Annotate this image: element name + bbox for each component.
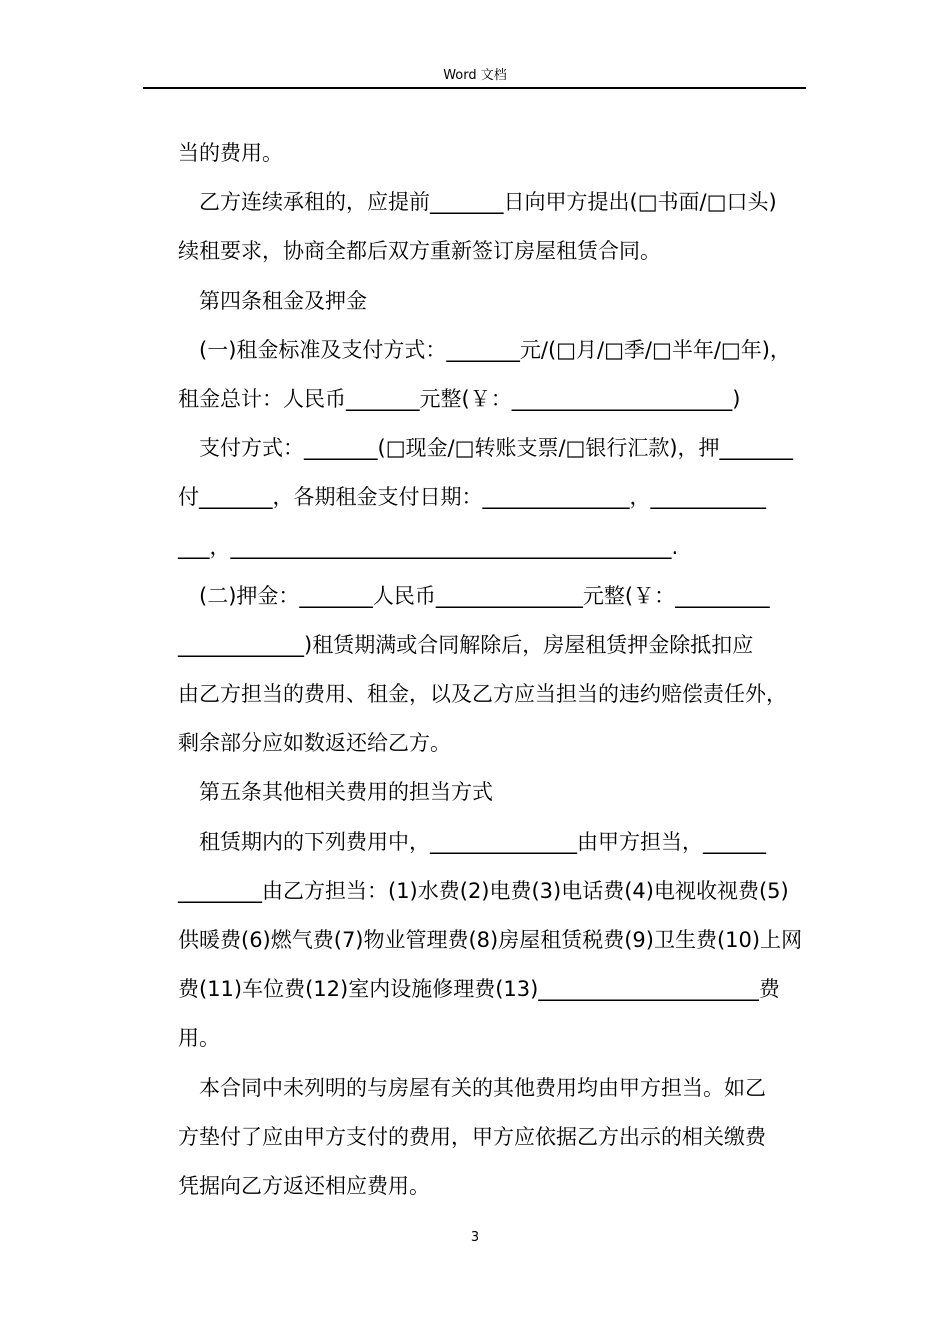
document-body [178,129,818,1211]
text-line: ____________)租赁期满或合同解除后，房屋租赁押金除抵扣应 [178,632,754,657]
text-line: (二)押金：_______人民币______________元整(￥：_________ [199,583,770,608]
text-line: 费(11)车位费(12)室内设施修理费(13)_____________________费 [178,977,780,1002]
text-line: 方垫付了应由甲方支付的费用，甲方应依据乙方出示的相关缴费 [178,1124,766,1149]
section-heading: 第四条租金及押金 [199,288,367,313]
text-line: 当的费用。 [178,141,283,165]
section-heading: 第五条其他相关费用的担当方式 [199,780,493,805]
text-line: 付_______，各期租金支付日期：______________，___________ [178,485,766,510]
header-divider [143,87,806,89]
page-header-title: Word 文档 [443,68,507,83]
text-line: 用。 [178,1026,220,1051]
text-line: ___，__________________________________________. [178,534,679,559]
text-line: 续租要求，协商全都后双方重新签订房屋租赁合同。 [178,239,661,264]
text-line: 支付方式：_______(□现金/□转账支票/□银行汇款)，押_______ [199,436,794,461]
text-line: 由乙方担当的费用、租金，以及乙方应当担当的违约赔偿责任外， [178,682,787,707]
text-line: 租赁期内的下列费用中，______________由甲方担当，______ [199,829,766,854]
text-line: 乙方连续承租的，应提前_______日向甲方提出(□书面/□口头) [199,190,777,215]
text-line: 剩余部分应如数返还给乙方。 [178,731,451,756]
page-number: 3 [470,1230,480,1245]
text-line: 租金总计：人民币_______元整(￥：_____________________) [178,386,741,411]
text-line: 凭据向乙方返还相应费用。 [178,1173,430,1198]
text-line: 本合同中未列明的与房屋有关的其他费用均由甲方担当。如乙 [199,1075,766,1100]
text-line: ________由乙方担当：(1)水费(2)电费(3)电话费(4)电视收视费(5) [178,878,789,903]
text-line: (一)租金标准及支付方式：_______元/(□月/□季/□半年/□年)， [199,337,791,362]
text-line: 供暖费(6)燃气费(7)物业管理费(8)房屋租赁税费(9)卫生费(10)上网 [178,928,803,952]
